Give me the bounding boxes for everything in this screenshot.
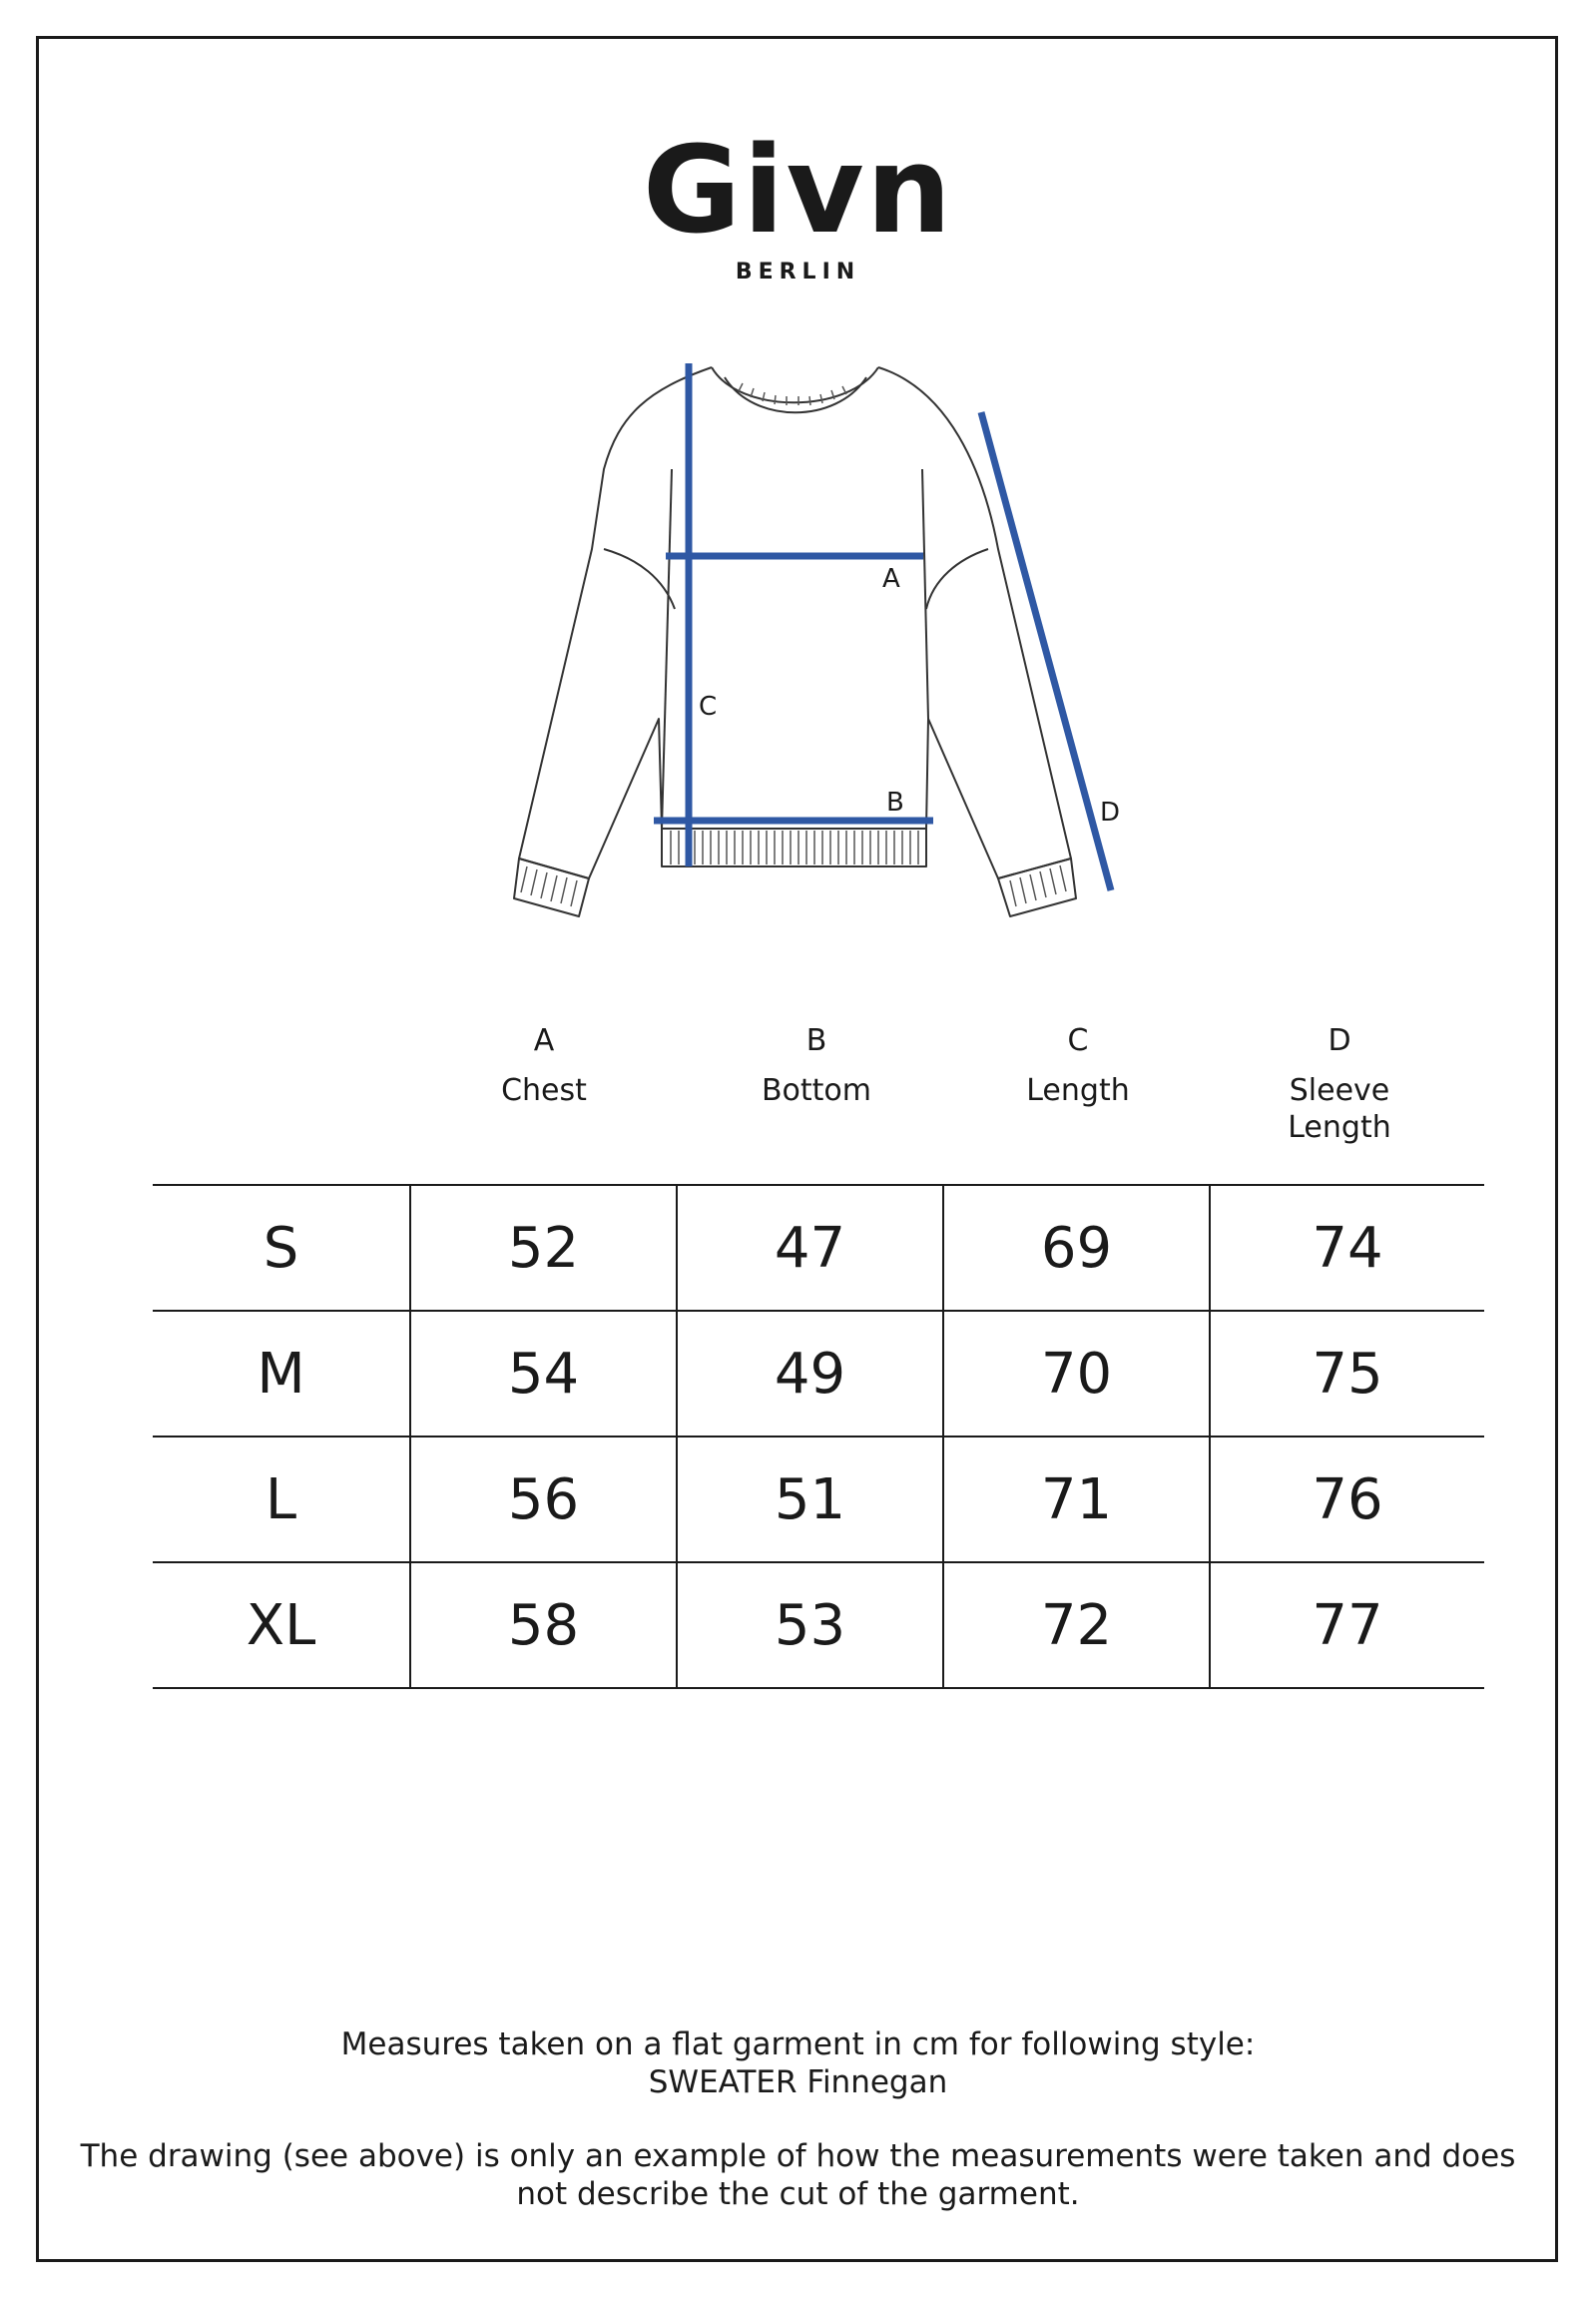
label-c: C bbox=[699, 692, 718, 722]
length-cell: 72 bbox=[943, 1562, 1210, 1688]
sleeve-cell: 77 bbox=[1210, 1562, 1484, 1688]
header-bottom-letter: B bbox=[805, 1023, 827, 1058]
header-length-name: Length bbox=[1026, 1073, 1130, 1108]
label-b: B bbox=[886, 788, 904, 818]
size-cell: M bbox=[153, 1311, 410, 1437]
note-disclaimer-line1: The drawing (see above) is only an example of how the measurements were taken and does bbox=[80, 2138, 1516, 2174]
chest-cell: 58 bbox=[410, 1562, 677, 1688]
table-row bbox=[153, 1437, 1484, 1562]
note-disclaimer-line2: not describe the cut of the garment. bbox=[516, 2176, 1080, 2212]
measurement-lines bbox=[654, 363, 1111, 890]
table-row bbox=[153, 1311, 1484, 1437]
chest-cell: 52 bbox=[410, 1185, 677, 1311]
length-cell: 70 bbox=[943, 1311, 1210, 1437]
label-d: D bbox=[1100, 798, 1121, 828]
header-chest-name: Chest bbox=[501, 1073, 587, 1108]
chest-cell: 56 bbox=[410, 1437, 677, 1562]
chest-cell: 54 bbox=[410, 1311, 677, 1437]
size-cell: L bbox=[153, 1437, 410, 1562]
bottom-cell: 53 bbox=[677, 1562, 943, 1688]
measure-line-d bbox=[981, 412, 1111, 890]
note-measures: Measures taken on a flat garment in cm for following style: bbox=[340, 2026, 1256, 2062]
brand-city: BERLIN bbox=[735, 260, 861, 285]
size-cell: XL bbox=[153, 1562, 410, 1688]
sleeve-cell: 74 bbox=[1210, 1185, 1484, 1311]
label-a: A bbox=[882, 564, 900, 594]
size-cell: S bbox=[153, 1185, 410, 1311]
brand-logo: Givn bbox=[642, 122, 954, 261]
header-chest-letter: A bbox=[533, 1023, 555, 1058]
sleeve-cell: 76 bbox=[1210, 1437, 1484, 1562]
header-sleeve-letter: D bbox=[1328, 1023, 1351, 1058]
bottom-cell: 49 bbox=[677, 1311, 943, 1437]
bottom-cell: 51 bbox=[677, 1437, 943, 1562]
sleeve-cell: 75 bbox=[1210, 1311, 1484, 1437]
header-sleeve-name: Sleeve Length bbox=[1288, 1073, 1391, 1145]
table-row bbox=[153, 1185, 1484, 1311]
length-cell: 71 bbox=[943, 1437, 1210, 1562]
bottom-cell: 47 bbox=[677, 1185, 943, 1311]
header-length-letter: C bbox=[1067, 1023, 1089, 1058]
table-row bbox=[153, 1562, 1484, 1688]
length-cell: 69 bbox=[943, 1185, 1210, 1311]
header-bottom-name: Bottom bbox=[761, 1073, 872, 1108]
size-table bbox=[153, 1184, 1484, 1689]
note-style-name: SWEATER Finnegan bbox=[648, 2064, 948, 2100]
